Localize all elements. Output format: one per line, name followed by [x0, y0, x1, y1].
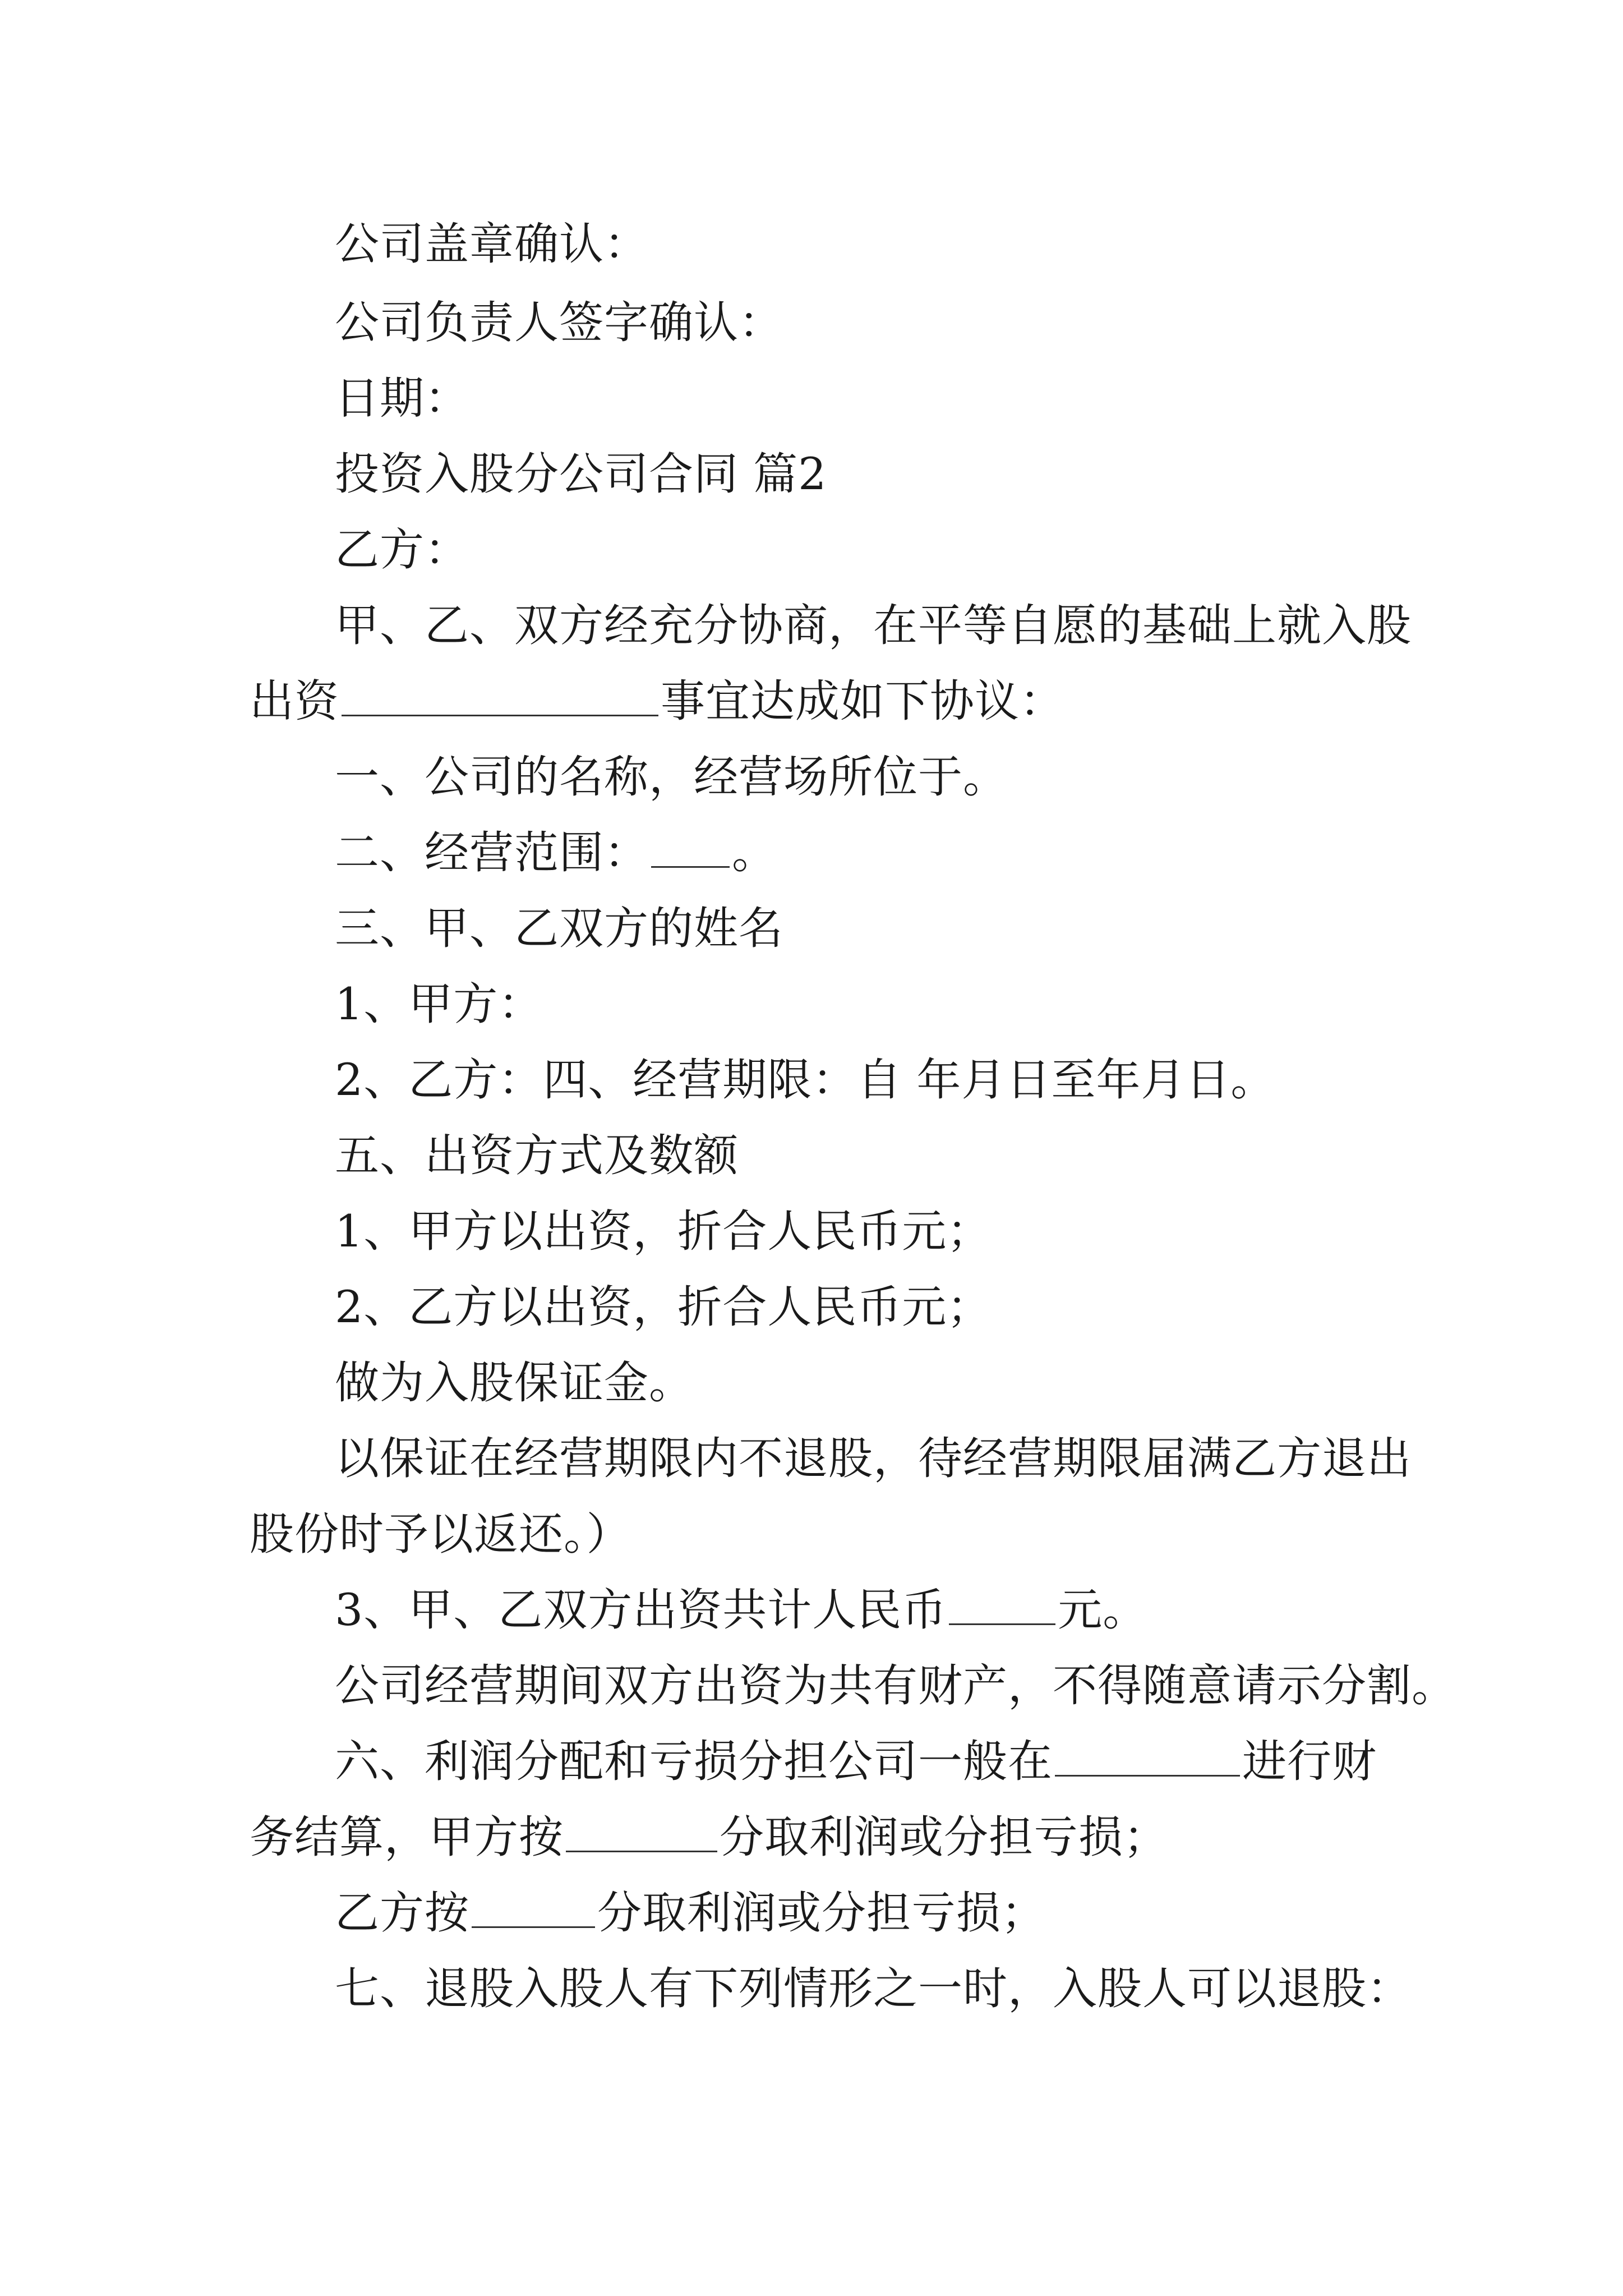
- section-heading: [335, 443, 1484, 505]
- party-b-share-blank: [472, 1887, 595, 1928]
- paragraph-intro-text-2b: 事宜达成如下协议：: [661, 675, 1064, 727]
- clause-7-line: [335, 1958, 1484, 2019]
- total-contribution-line: [335, 1579, 1484, 1641]
- total-amount-blank: [949, 1584, 1055, 1625]
- clause-6-line-2: [250, 1806, 1399, 1868]
- party-b-share-text-a: 乙方按: [335, 1887, 469, 1939]
- company-head-signature-line: [335, 292, 1484, 353]
- guarantee-text-1: 以保证在经营期限内不退股，待经营期限届满乙方退出: [335, 1433, 1412, 1484]
- date-text: 日期：: [335, 372, 469, 424]
- settlement-period-blank: [1055, 1736, 1240, 1777]
- date-line: [335, 367, 1484, 429]
- investment-blank: [342, 675, 658, 716]
- common-property-text: 公司经营期间双方出资为共有财产，不得随意请示分割。: [335, 1660, 1456, 1711]
- party-a-contribution-text: 1、甲方以出资，折合人民币元；: [335, 1205, 992, 1257]
- clause-6-text-2a: 务结算，甲方按: [250, 1811, 564, 1863]
- guarantee-line-2: [250, 1503, 1399, 1565]
- clause-3-text: 三、甲、乙双方的姓名: [335, 903, 783, 954]
- deposit-line: [335, 1352, 1484, 1414]
- party-b-line: [335, 519, 1484, 581]
- party-b-contribution-line: [335, 1276, 1484, 1338]
- clause-7-text: 七、退股入股人有下列情形之一时，入股人可以退股：: [335, 1963, 1412, 2014]
- paragraph-intro-text-1: 甲、乙、双方经充分协商，在平等自愿的基础上就入股: [335, 600, 1412, 651]
- section-heading-text: 投资入股分公司合同 篇2: [335, 448, 827, 500]
- company-head-signature-text: 公司负责人签字确认：: [335, 297, 783, 348]
- party-a-contribution-line: [335, 1200, 1484, 1262]
- deposit-text: 做为入股保证金。: [335, 1357, 694, 1409]
- clause-3-line: [335, 898, 1484, 959]
- party-a-share-blank: [566, 1811, 717, 1852]
- paragraph-intro-line-2: [250, 670, 1399, 732]
- clause-5-text: 五、出资方式及数额: [335, 1130, 739, 1181]
- business-scope-blank: [651, 827, 730, 868]
- clause-1-line: [335, 746, 1484, 808]
- clause-2-text-a: 二、经营范围：: [335, 827, 649, 878]
- clause-6-line-1: [335, 1731, 1484, 1792]
- party-b-contribution-text: 2、乙方以出资，折合人民币元；: [335, 1281, 992, 1333]
- party-b-share-text-b: 分取利润或分担亏损；: [597, 1887, 1046, 1939]
- paragraph-intro-line-1: [335, 595, 1484, 656]
- clause-5-line: [335, 1125, 1484, 1186]
- clause-2-line: [335, 822, 1484, 884]
- party-b-text: 乙方：: [335, 524, 469, 576]
- party-b-share-line: [335, 1882, 1484, 1944]
- total-contribution-text-a: 3、甲、乙双方出资共计人民币: [335, 1584, 947, 1636]
- paragraph-intro-text-2a: 出资: [250, 675, 339, 727]
- clause-6-text-1a: 六、利润分配和亏损分担公司一般在: [335, 1736, 1053, 1787]
- total-contribution-text-b: 元。: [1058, 1584, 1148, 1636]
- clause-6-text-2b: 分取利润或分担亏损；: [720, 1811, 1168, 1863]
- party-b-name-text: 2、乙方：四、经营期限：自 年月日至年月日。: [335, 1054, 1276, 1106]
- clause-1-text: 一、公司的名称，经营场所位于。: [335, 751, 1008, 803]
- common-property-line: [335, 1655, 1484, 1717]
- party-a-name-text: 1、甲方：: [335, 978, 543, 1030]
- company-seal-line: [335, 213, 1484, 275]
- party-a-name-line: [335, 973, 1484, 1035]
- clause-2-text-b: 。: [732, 827, 777, 878]
- company-seal-text: 公司盖章确认：: [335, 218, 649, 270]
- party-b-name-line: [335, 1049, 1484, 1111]
- guarantee-text-2: 股份时予以返还。）: [250, 1508, 631, 1560]
- clause-6-text-1b: 进行财: [1242, 1736, 1377, 1787]
- guarantee-line-1: [335, 1428, 1484, 1489]
